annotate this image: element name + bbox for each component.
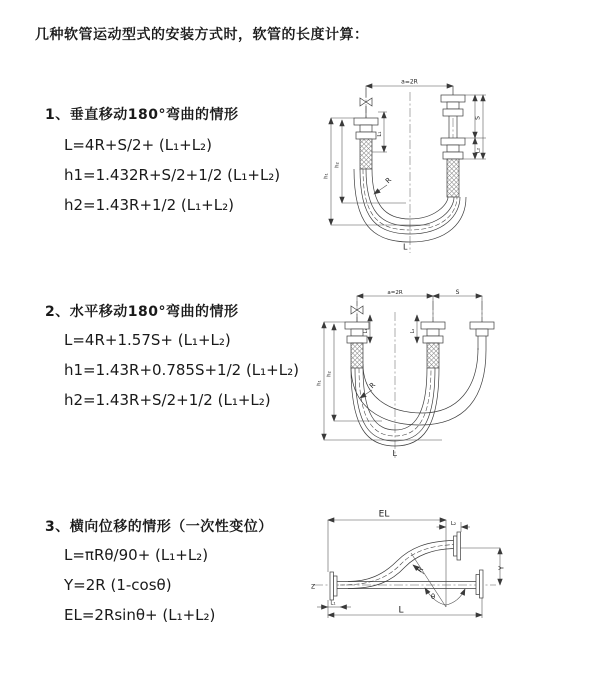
dim-label-s: S bbox=[455, 288, 460, 296]
dim-label-l2: L₂ bbox=[410, 328, 416, 334]
radius-label: R bbox=[368, 381, 378, 391]
angle-label: θ bbox=[430, 593, 436, 601]
dim-label-h1: h₁ bbox=[323, 173, 330, 179]
dim-label-s: S bbox=[474, 116, 482, 120]
dim-label-a2r: a=2R bbox=[387, 289, 403, 296]
section-2-formula-h1: h1=1.43R+0.785S+1/2 (L₁+L₂) bbox=[64, 361, 299, 379]
section-3-heading: 3、横向位移的情形（一次性变位） bbox=[45, 519, 273, 535]
middle-end-fitting bbox=[421, 322, 445, 343]
dim-label-l: L bbox=[398, 605, 404, 616]
centerline-legs bbox=[357, 301, 482, 322]
dim-l2 bbox=[410, 315, 417, 343]
braided-hose-left bbox=[351, 343, 363, 368]
section-3-formula-L: L=πRθ/90+ (L₁+L₂) bbox=[64, 546, 209, 564]
section-1-formula-h2: h2=1.43R+1/2 (L₁+L₂) bbox=[64, 196, 234, 214]
dim-label-h1: h₁ bbox=[316, 380, 323, 386]
radius-label: R bbox=[415, 565, 426, 575]
top-right-flange bbox=[454, 532, 461, 560]
dim-l2 bbox=[437, 521, 471, 532]
section-2-formula-L: L=4R+1.57S+ (L₁+L₂) bbox=[64, 331, 231, 349]
section-2-heading: 2、水平移动180°弯曲的情形 bbox=[45, 304, 239, 320]
angle-theta bbox=[425, 588, 465, 605]
page-title: 几种软管运动型式的安装方式时，软管的长度计算： bbox=[35, 27, 369, 43]
section-1-formula-L: L=4R+S/2+ (L₁+L₂) bbox=[64, 136, 212, 154]
section-1-heading: 1、垂直移动180°弯曲的情形 bbox=[45, 107, 239, 123]
dim-s bbox=[433, 289, 482, 296]
dim-l2 bbox=[475, 95, 483, 159]
dim-label-l1: L₁ bbox=[363, 328, 369, 334]
dim-a2r bbox=[366, 79, 453, 99]
dim-l bbox=[328, 598, 482, 618]
dim-label-l1: L₁ bbox=[330, 600, 336, 607]
dim-label-a2r: a=2R bbox=[401, 78, 418, 86]
dim-a2r bbox=[357, 290, 482, 322]
bottom-right-flange bbox=[476, 570, 483, 598]
braided-hose-left bbox=[360, 139, 372, 169]
dim-el bbox=[328, 510, 446, 608]
radius-callout bbox=[411, 553, 446, 607]
left-end-fitting bbox=[354, 118, 378, 139]
dim-label-l2: L₂ bbox=[450, 520, 457, 527]
radius-callout bbox=[374, 176, 393, 194]
dim-label-l2: L₂ bbox=[475, 147, 482, 154]
section-3-formula-Y: Y=2R (1-cosθ) bbox=[64, 576, 172, 594]
dim-label-el: EL bbox=[378, 509, 390, 520]
radius-label: R bbox=[384, 176, 394, 186]
section-3-formula-EL: EL=2Rsinθ+ (L₁+L₂) bbox=[64, 606, 216, 624]
dim-label-h2: h₂ bbox=[334, 162, 341, 168]
braided-hose-right bbox=[447, 159, 459, 197]
diagram-horizontal-180-bend bbox=[310, 288, 540, 460]
diagram-vertical-180-bend bbox=[310, 72, 540, 257]
diagram-lateral-displacement bbox=[300, 500, 600, 650]
dim-label-l1: L₁ bbox=[377, 131, 383, 137]
braided-hose-middle bbox=[427, 343, 439, 368]
z-axis-mark: Z bbox=[311, 583, 316, 591]
dim-l1 bbox=[317, 601, 351, 608]
right-end-fitting-lower bbox=[441, 138, 465, 159]
dim-label-h2: h₂ bbox=[326, 371, 333, 377]
left-flange bbox=[330, 572, 337, 600]
dim-label-y: Y bbox=[497, 565, 506, 571]
length-label: L bbox=[403, 242, 408, 252]
dim-s bbox=[459, 95, 486, 159]
length-label: L bbox=[392, 449, 397, 458]
right-end-fitting-upper bbox=[441, 95, 465, 116]
section-2-formula-h2: h2=1.43R+S/2+1/2 (L₁+L₂) bbox=[64, 391, 271, 409]
right-end-fitting bbox=[470, 322, 494, 350]
section-1-formula-h1: h1=1.432R+S/2+1/2 (L₁+L₂) bbox=[64, 166, 281, 184]
